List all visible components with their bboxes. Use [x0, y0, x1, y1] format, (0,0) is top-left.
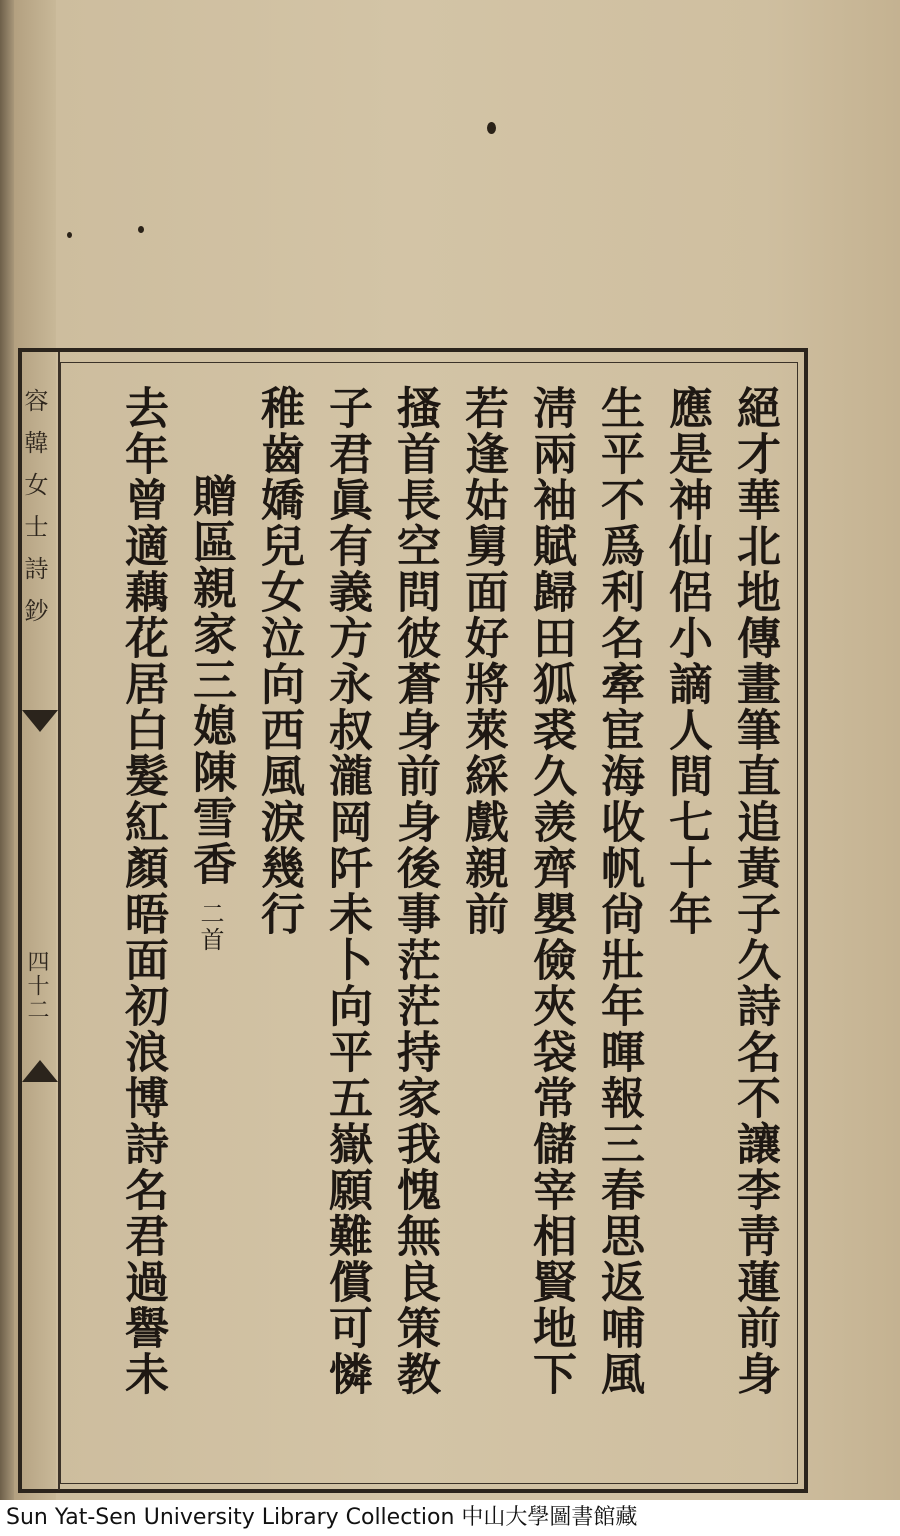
text-column: 子君眞有義方永叔瀧岡阡未卜向平五嶽願難償可憐: [321, 385, 372, 1397]
text-column: 搔首長空問彼蒼身前身後事茫茫持家我愧無良策教: [389, 385, 440, 1397]
ink-spot: [67, 232, 72, 238]
ink-spot: [138, 226, 144, 233]
folio-page-number: 四十二: [24, 950, 49, 1022]
text-column: 應是神仙侶小謫人間七十年: [661, 385, 712, 937]
text-column: 若逢姑舅面好將萊綵戲親前: [457, 385, 508, 937]
poem-text-block: [68, 385, 790, 1445]
text-column: 淸兩袖賦歸田狐裘久羡齊嬰儉夾袋常儲宰相賢地下: [525, 385, 576, 1397]
folio-book-title: 容韓女士詩鈔: [20, 388, 48, 640]
fish-tail-mark-top: [22, 710, 58, 732]
text-column: 去年曾適藕花居白髮紅顏晤面初浪博詩名君過譽未: [117, 385, 168, 1397]
poem-title: 贈區親家三媳陳雪香: [185, 473, 236, 887]
text-column: 生平不爲利名牽宦海收帆尙壯年暉報三春思返哺風: [593, 385, 644, 1397]
library-credit: Sun Yat-Sen University Library Collection 中山大學圖書館藏: [0, 1500, 900, 1536]
poem-title-column: [182, 385, 238, 1445]
binding-fold: [0, 0, 14, 1500]
fish-tail-mark-bottom: [22, 1060, 58, 1082]
text-column: 稚齒嬌兒女泣向西風淚幾行: [253, 385, 304, 937]
poem-count-note: 二首: [196, 901, 224, 953]
folio-divider: [58, 352, 60, 1490]
text-column: 絕才華北地傳畫筆直追黃子久詩名不讓李靑蓮前身: [729, 385, 780, 1397]
ink-spot: [487, 122, 496, 134]
